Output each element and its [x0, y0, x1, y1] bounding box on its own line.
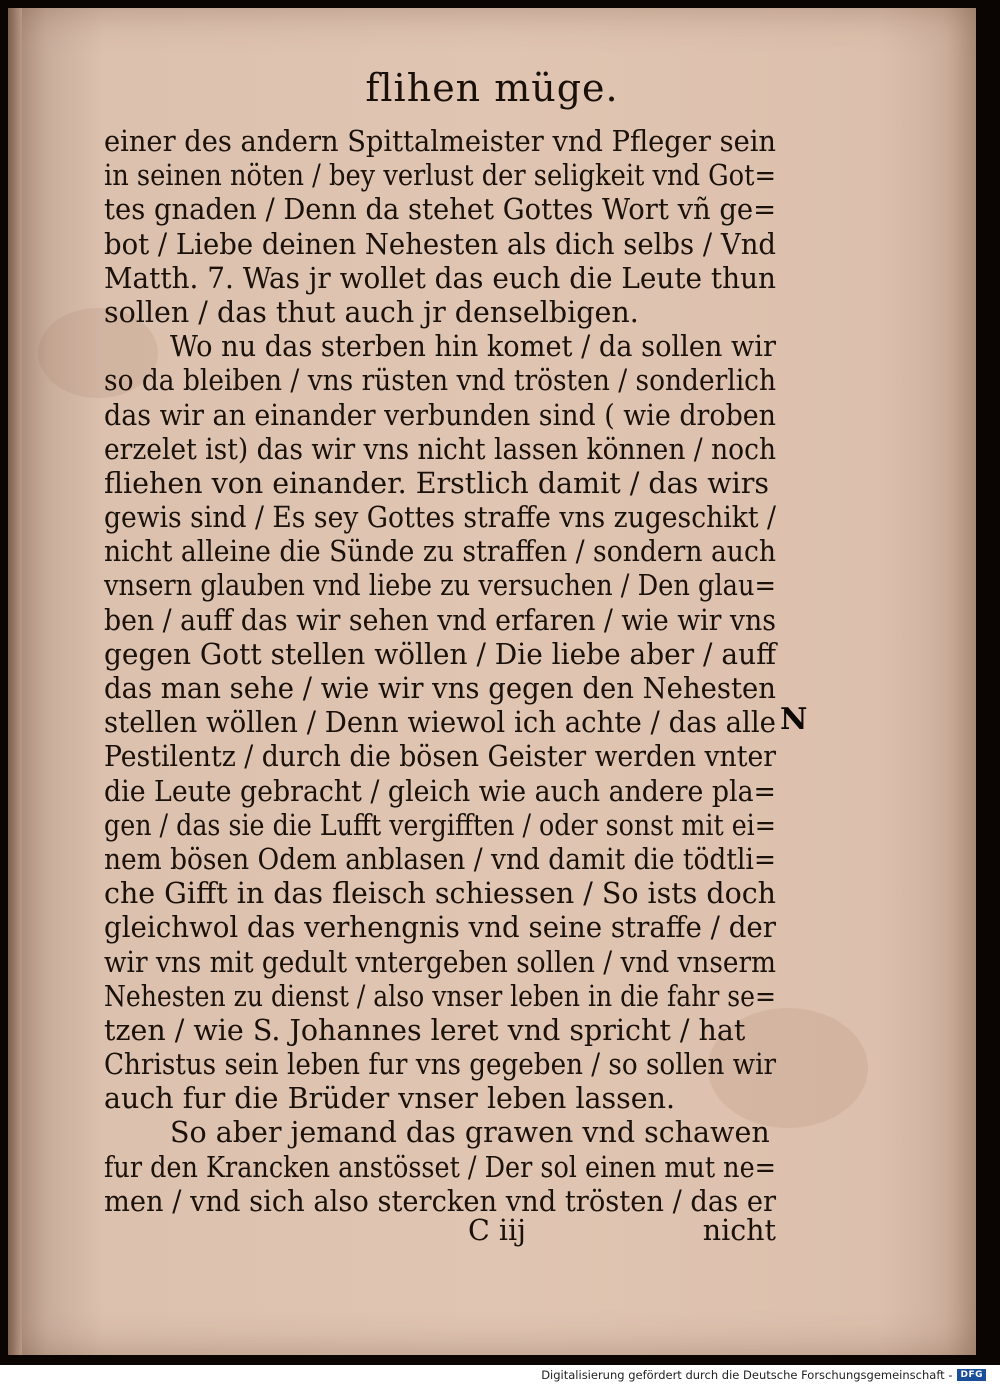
text-line: einer des andern Spittalmeister vnd Pfleger sein	[104, 125, 776, 158]
text-line: So aber jemand das grawen vnd schawen	[170, 1116, 770, 1150]
text-line: das man sehe / wie wir vns gegen den Nehesten	[104, 672, 776, 705]
catchword: nicht	[702, 1214, 776, 1247]
page-gutter	[8, 8, 22, 1355]
text-line: Wo nu das sterben hin komet / da sollen wir	[170, 330, 776, 364]
text-line: men / vnd sich also stercken vnd trösten / das er	[104, 1184, 776, 1218]
text-line: wir vns mit gedult vntergeben sollen / vnd vnserm	[104, 945, 776, 979]
margin-mark: N	[780, 702, 808, 737]
digitization-credit	[541, 1368, 986, 1382]
text-line: Nehesten zu dienst / also vnser leben in die fahr se=	[104, 979, 776, 1013]
text-block	[104, 125, 776, 1219]
book-page	[8, 8, 976, 1355]
dfg-logo[interactable]: DFG	[957, 1369, 986, 1381]
page-footer	[104, 1214, 776, 1248]
text-line: so da bleiben / vns rüsten vnd trösten / sonderlich	[104, 364, 776, 398]
text-line: sollen / das thut auch jr denselbigen.	[104, 295, 639, 329]
text-line: auch fur die Brüder vnser leben lassen.	[104, 1082, 676, 1116]
text-line: fliehen von einander. Erstlich damit / das wirs	[104, 466, 770, 500]
text-line: vnsern glauben vnd liebe zu versuchen / Den glau=	[104, 569, 776, 603]
text-line: gleichwol das verhengnis vnd seine straffe / der	[104, 911, 776, 945]
text-line: in seinen nöten / bey verlust der seligkeit vnd Got=	[104, 159, 776, 193]
text-line: che Gifft in das fleisch schiessen / So ists doch	[104, 877, 776, 911]
text-line: ben / auff das wir sehen vnd erfaren / wie wir vns	[104, 603, 776, 637]
text-line: gegen Gott stellen wöllen / Die liebe aber / auff	[104, 637, 776, 671]
text-line: stellen wöllen / Denn wiewol ich achte / das alle	[104, 706, 776, 740]
text-line: Christus sein leben fur vns gegeben / so sollen wir	[104, 1048, 776, 1082]
text-line: erzelet ist) das wir vns nicht lassen können / noch	[104, 432, 776, 466]
text-line: tzen / wie S. Johannes leret vnd spricht / hat	[104, 1013, 746, 1047]
credit-text: Digitalisierung gefördert durch die Deutsche Forschungsgemeinschaft -	[541, 1368, 953, 1382]
signature-mark: C iij	[468, 1214, 526, 1247]
text-line: die Leute gebracht / gleich wie auch andere pla=	[104, 774, 776, 808]
text-line: gen / das sie die Lufft vergifften / oder sonst mit ei=	[104, 808, 776, 842]
text-line: Pestilentz / durch die bösen Geister werden vnter	[104, 740, 776, 774]
text-line: fur den Krancken anstösset / Der sol einen mut ne=	[104, 1150, 776, 1184]
running-head: flihen müge.	[365, 66, 619, 110]
text-line: Matth. 7. Was jr wollet das euch die Leute thun	[104, 261, 776, 295]
text-line: nem bösen Odem anblasen / vnd damit die tödtli=	[104, 842, 776, 876]
text-line: bot / Liebe deinen Nehesten als dich selbs / Vnd	[104, 227, 776, 261]
text-line: gewis sind / Es sey Gottes straffe vns zugeschikt /	[104, 501, 776, 535]
text-line: tes gnaden / Denn da stehet Gottes Wort vñ ge=	[104, 193, 776, 227]
text-line: nicht alleine die Sünde zu straffen / sondern auch	[104, 535, 776, 569]
text-line: das wir an einander verbunden sind ( wie droben	[104, 398, 776, 432]
